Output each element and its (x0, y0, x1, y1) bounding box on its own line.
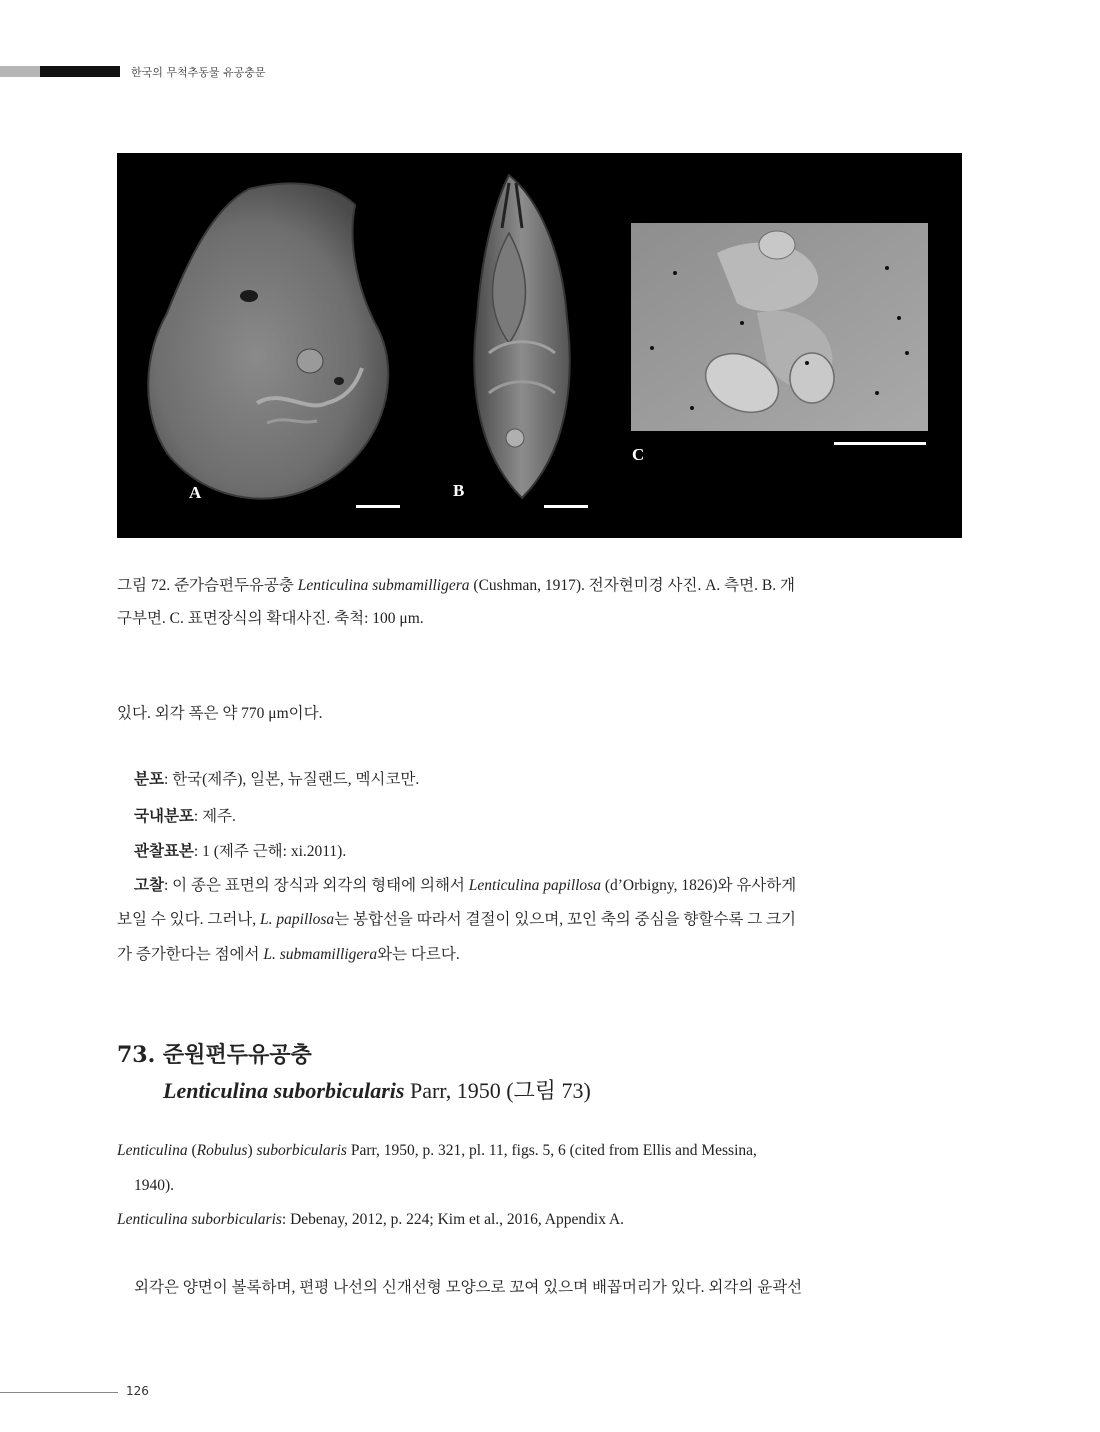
section-author: Parr, 1950 (그림 73) (404, 1078, 591, 1103)
syn1-species: suborbicularis (256, 1142, 347, 1159)
syn2-species: Lenticulina suborbicularis (117, 1211, 282, 1228)
syn1-genus: Lenticulina (117, 1142, 188, 1159)
header-bar-grey (0, 66, 40, 77)
page-number: 126 (126, 1384, 149, 1398)
caption-line-1 (117, 569, 962, 602)
scale-bar-b (544, 505, 588, 508)
syn1-paren-open: ( (187, 1142, 197, 1159)
specimen-line (134, 842, 979, 862)
domestic-label: 국내분포 (134, 808, 194, 825)
panel-a-label: A (189, 483, 202, 502)
distribution-line (134, 770, 979, 790)
panel-c-label: C (632, 445, 645, 464)
description-line-1: 외각은 양면이 볼록하며, 편평 나선의 신개선형 모양으로 꼬여 있으며 배꼽머리가 있다. 외각의 윤곽선 (134, 1279, 803, 1296)
sem-figure-72 (117, 153, 962, 538)
remarks-species-2: L. papillosa (260, 911, 335, 928)
running-title: 한국의 무척추동물 유공충문 (131, 66, 266, 79)
remarks-label: 고찰 (134, 877, 164, 894)
syn1-paren-close: ) (247, 1142, 257, 1159)
section-species-name: Lenticulina suborbicularis (163, 1078, 405, 1103)
scale-bar-c (834, 442, 926, 445)
domestic-text: : 제주. (193, 808, 236, 825)
remarks-line-1 (134, 876, 962, 896)
panel-b-specimen (474, 175, 569, 498)
synonymy-entry-2 (117, 1210, 962, 1230)
width-line: 있다. 외각 폭은 약 770 μm이다. (117, 705, 323, 722)
syn1-subgenus: Robulus (196, 1142, 248, 1159)
specimen-text: : 1 (제주 근해: xi.2011). (193, 843, 347, 860)
domestic-distribution-line (134, 807, 979, 827)
distribution-label: 분포 (134, 771, 164, 788)
sem-micrographs (117, 153, 962, 538)
panel-b-label: B (453, 481, 465, 500)
footer-rule (0, 1392, 118, 1393)
syn2-citation: : Debenay, 2012, p. 224; Kim et al., 2016, Appendix A. (281, 1211, 625, 1228)
syn1-citation: Parr, 1950, p. 321, pl. 11, figs. 5, 6 (cited from Ellis and Messina, (346, 1142, 757, 1159)
header-bar-black (40, 66, 120, 77)
figure-caption (117, 569, 962, 635)
distribution-text: : 한국(제주), 일본, 뉴질랜드, 멕시코만. (163, 771, 420, 788)
panel-a-specimen (148, 183, 388, 498)
scale-bar-a (356, 505, 400, 508)
remarks-text-1b: (d’Orbigny, 1826)와 유사하게 (600, 877, 797, 894)
remarks-species-3: L. submamilligera (263, 946, 378, 963)
remarks-text-1a: : 이 종은 표면의 장식과 외각의 형태에 의해서 (163, 877, 469, 894)
section-species-heading (163, 1074, 591, 1105)
caption-line-2: 구부면. C. 표면장식의 확대사진. 축척: 100 μm. (117, 610, 424, 627)
synonymy-entry-1 (117, 1141, 962, 1161)
remarks-text-2a: 보일 수 있다. 그러나, (117, 911, 261, 928)
remarks-text-3a: 가 증가한다는 점에서 (117, 946, 264, 963)
remarks-line-2 (117, 910, 962, 930)
section-title: 73. 준원편두유공충 (117, 1042, 312, 1068)
caption-species: Lenticulina submamilligera (297, 577, 470, 594)
panel-c-micrograph (631, 223, 928, 431)
remarks-text-2b: 는 봉합선을 따라서 결절이 있으며, 꼬인 축의 중심을 향할수록 그 크기 (334, 911, 796, 928)
specimen-label: 관찰표본 (134, 843, 194, 860)
header-decor-bars (0, 66, 120, 77)
remarks-line-3 (117, 945, 962, 965)
caption-prefix: 그림 72. 준가슴편두유공충 (117, 577, 298, 594)
synonymy-entry-1-cont: 1940). (134, 1177, 175, 1194)
remarks-text-3b: 와는 다르다. (377, 946, 460, 963)
remarks-species-1: Lenticulina papillosa (468, 877, 601, 894)
caption-suffix: (Cushman, 1917). 전자현미경 사진. A. 측면. B. 개 (469, 577, 795, 594)
